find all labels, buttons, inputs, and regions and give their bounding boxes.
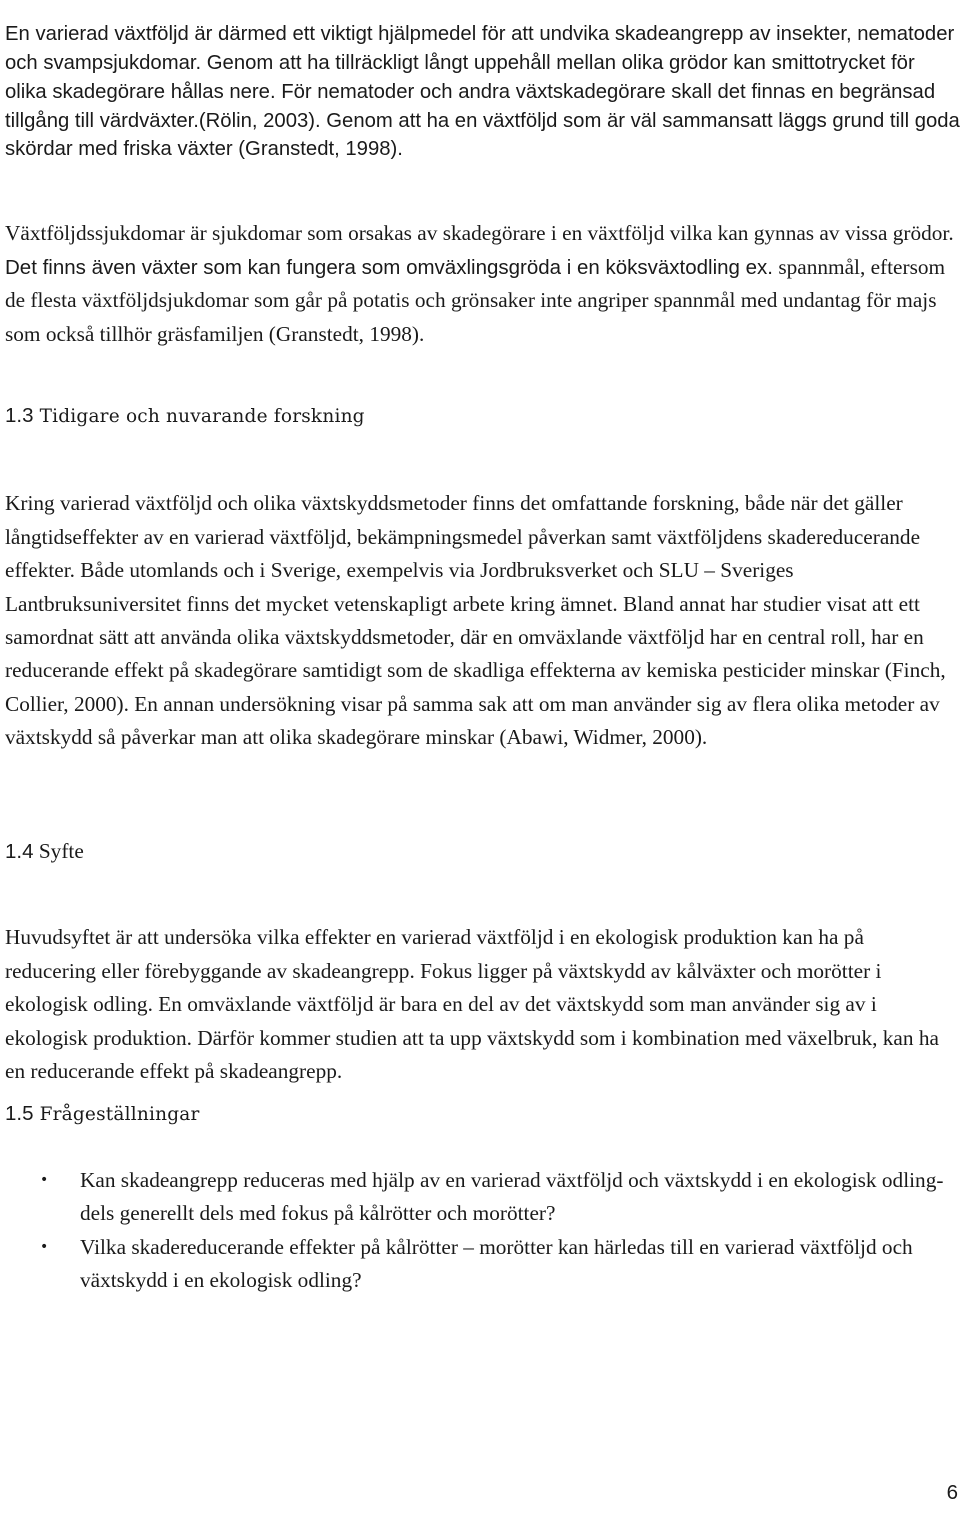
heading-1-3-title: Tidigare och nuvarande forskning [33, 406, 365, 427]
heading-1-5 [5, 1100, 200, 1128]
list-item [5, 1164, 960, 1231]
question-text: Kan skadeangrepp reduceras med hjälp av en varierad växtföljd och växtskydd i en ekologisk odling- dels generellt dels med fokus på kålrötter och morötter? [80, 1168, 944, 1226]
intro-paragraph: En varierad växtföljd är därmed ett viktigt hjälpmedel för att undvika skadeangrepp av insekter, nematoder och svampsjukdomar. Genom att ha tillräckligt långt uppehåll mellan olika grödor kan smittotrycket för olika skadegörare hållas nere. För nematoder och andra växtskadegörare skall det finnas en begränsad tillgång till värdväxter.(Rölin, 2003). Genom att ha en växtföljd som är väl sammansatt läggs grund till goda skördar med friska växter (Granstedt, 1998). [5, 23, 960, 161]
page-number: 6 [946, 1481, 958, 1504]
bullet-icon: • [40, 1172, 49, 1188]
purpose-paragraph: Huvudsyftet är att undersöka vilka effekter en varierad växtföljd i en ekologisk produktion kan ha på reducering eller förebyggande av skadeangrepp. Fokus ligger på växtskydd av kålväxter och morötter i ekologisk odling. En omväxlande växtföljd är bara en del av det växtskydd som man använder sig av i ekologisk produktion. Därför kommer studien att ta upp växtskydd som i kombination med växelbruk, kan ha en reducerande effekt på skadeangrepp. [5, 925, 939, 1083]
bullet-icon: • [40, 1238, 49, 1255]
heading-1-4-title: Syfte [33, 839, 84, 863]
diseases-text-part3: spannmål, eftersom de flesta växtföljdsjukdomar som går på potatis och grönsaker inte angriper spannmål med undantag för majs som också tillhör gräsfamiljen (Granstedt, 1998). [5, 254, 946, 346]
heading-1-3 [5, 402, 365, 430]
research-paragraph: Kring varierad växtföljd och olika växtskyddsmetoder finns det omfattande forskning, både när det gäller långtidseffekter av en varierad växtföljd, bekämpningsmedel påverkan samt växtföljdens skadereducerande effekter. Både utomlands och i Sverige, exempelvis via Jordbruksverket och SLU – Sveriges Lantbruksuniversitet finns det mycket vetenskapligt arbete kring ämnet. Bland annat har studier visat att ett samordnat sätt att använda olika växtskyddsmetoder, där en omväxlande växtföljd har en central roll, har en reducerande effekt på skadegörare samtidigt som de skadliga effekterna av kemiska pesticider minskar (Finch, Collier, 2000). En annan undersökning visar på samma sak att om man använder sig av flera olika metoder av växtskydd så påverkar man att olika skadegörare minskar (Abawi, Widmer, 2000). [5, 491, 946, 750]
heading-1-3-number: 1.3 [5, 404, 34, 427]
heading-1-4 [5, 838, 84, 865]
list-item [5, 1231, 960, 1298]
diseases-text-part2: Det finns även växter som kan fungera som omväxlingsgröda i en köksväxtodling ex. [5, 255, 773, 279]
heading-1-5-title: Frågeställningar [33, 1104, 200, 1125]
heading-1-4-number: 1.4 [5, 840, 34, 863]
question-text: Vilka skadereducerande effekter på kålrötter – morötter kan härledas till en varierad växtföljd och växtskydd i en ekologisk odling? [80, 1234, 913, 1293]
diseases-text-part1: Växtföljdssjukdomar är sjukdomar som orsakas av skadegörare i en växtföljd vilka kan gynnas av vissa grödor. [5, 221, 954, 246]
crop-rotation-diseases-paragraph [5, 217, 960, 351]
heading-1-5-number: 1.5 [5, 1102, 34, 1125]
research-questions-list [5, 1164, 960, 1298]
